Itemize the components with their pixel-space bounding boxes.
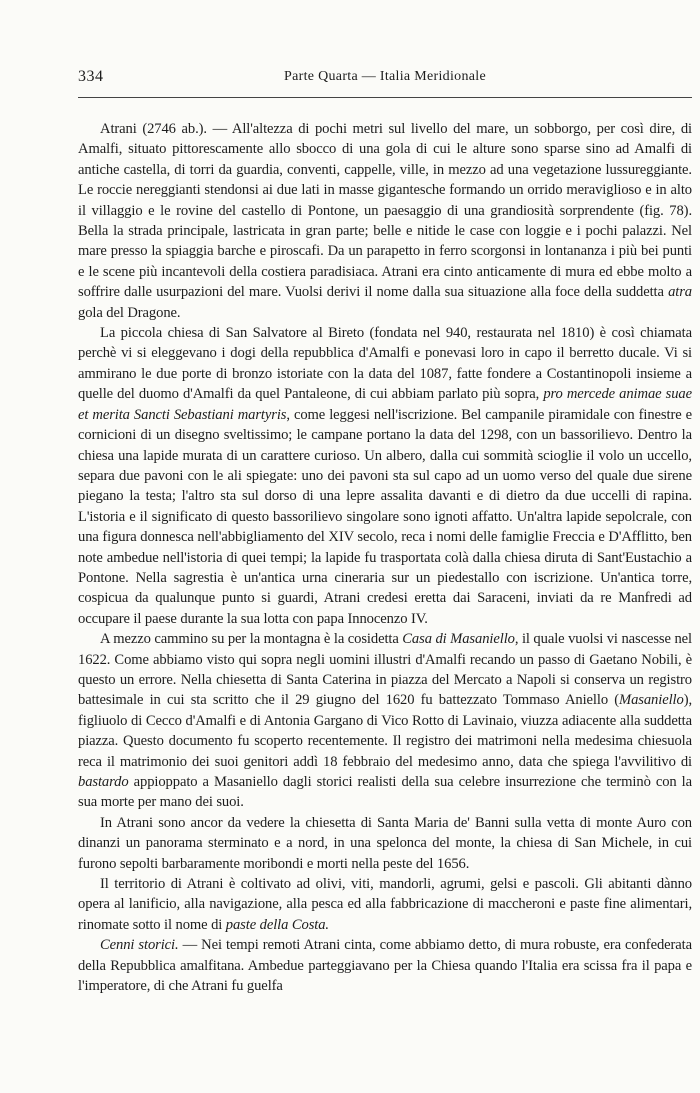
paragraph: [78, 813, 692, 874]
text-segment: In Atrani sono ancor da vedere la chiesetta di Santa Maria de' Banni sulla vetta di monte Auro con dinanzi un panorama sterminato e a nord, in una spelonca del monte, la chiesa di San Michele, in cui furono sepolti barbaramente moribondi e morti nella peste del 1656.: [78, 814, 692, 872]
italic-text: pro mercede animae suae et merita Sancti Sebastiani martyris: [78, 386, 692, 423]
italic-text: Casa di Masaniello: [402, 631, 515, 648]
running-head: Parte Quarta — Italia Meridionale: [284, 69, 486, 84]
paragraph: [78, 874, 692, 935]
text-segment: , come leggesi nell'iscrizione. Bel campanile piramidale con finestre e cornicioni di un disegno sveltissimo; le campane portano la data del 1298, con un bassorilievo. Dentro la chiesa una lapide murata di un carattere curioso. Un albero, dalla cui sommità scioglie il volo un uccello, separa due pavoni con le ali spiegate: uno dei pavoni sta sul capo ad un uomo verso del quale due sirene piegano la testa; l'altro sta sul dorso di una lepre assalita davanti e di dietro da due uccelli di rapina. L'istoria e il significato di questo bassorilievo singolare sono ignoti affatto. Un'altra lapide sepolcrale, con una figura donnesca nell'abbigliamento del XIV secolo, reca i nomi delle famiglie Freccia e D'Afflitto, ben note ambedue nell'istoria di quei tempi; la lapide fu trasportata colà dalla chiesa diruta di Sant'Eustachio a Pontone. Nella sagrestia è un'antica urna cineraria sur un piedestallo con iscrizione. Un'antica torre, cospicua da qualunque punto si guardi, Atrani credesi eretta dai Saraceni, inviati da re Manfredi ad occupare il paese durante la sua lotta con papa Innocenzo IV.: [78, 406, 693, 627]
italic-text: atra: [668, 284, 692, 301]
paragraph: [78, 119, 692, 323]
italic-text: Masaniello: [619, 692, 684, 709]
body-text: [78, 119, 692, 996]
text-segment: ), figliuolo di Cecco d'Amalfi e di Antonia Gargano di Vico Rotto di Lavinaio, viuzza adiacente alla suddetta piazza. Questo documento fu scoperto recentemente. Il registro dei matrimoni nella medesima chiesuola reca il matrimonio dei suoi genitori addì 18 febbraio del medesimo anno, data che spiega l'avvilitivo di: [78, 692, 692, 770]
text-segment: gola del Dragone.: [78, 304, 181, 321]
italic-text: paste della Costa.: [225, 916, 329, 933]
text-segment: appioppato a Masaniello dagli storici realisti della sua celebre insurrezione che terminò con la sua morte per mano dei suoi.: [78, 774, 692, 811]
italic-text: bastardo: [78, 774, 129, 790]
text-segment: A mezzo cammino su per la montagna è la cosidetta: [100, 631, 403, 648]
paragraph: [78, 935, 692, 996]
paragraph: [78, 629, 692, 813]
header-rule: [78, 97, 692, 98]
text-segment: Il territorio di Atrani è coltivato ad olivi, viti, mandorli, agrumi, gelsi e pascoli. Gli abitanti dànno opera al lanificio, alla navigazione, alla pesca ed alla fabbricazione di maccheroni e paste fine alimentari, rinomate sotto il nome di: [78, 876, 692, 933]
text-segment: Atrani (2746 ab.). — All'altezza di pochi metri sul livello del mare, un sobborgo, per così dire, di Amalfi, situato pittorescamente allo sbocco di una gola di cui le alture sono sparse sino ad Amalfi di antiche castella, di torri da guardia, conventi, cappelle, ville, in mezzo ad una vegetazione lussureggiante. Le roccie nereggianti stendonsi ai due lati in masse gigantesche formando un orrido meraviglioso e in alto il villaggio e le rovine del castello di Pontone, un paesaggio di una grandiosità sorprendente (fig. 78). Bella la strada principale, lastricata in gran parte; belle e nitide le case con loggie e i pochi palazzi. Nel mare presso la spiaggia barche e piroscafi. Da un parapetto in ferro scorgonsi in lontananza i più bei punti e le scene più incantevoli della costiera paradisiaca. Atrani era cinto anticamente di mura ed ebbe molto a soffrire dalle usurpazioni del mare. Vuolsi derivi il nome dalla sua situazione alla foce della suddetta: [78, 121, 692, 301]
paragraph: [78, 323, 692, 629]
text-segment: La piccola chiesa di San Salvatore al Bireto (fondata nel 940, restaurata nel 1810) è così chiamata perchè vi si eleggevano i dogi della repubblica d'Amalfi e ponevasi loro in capo il berretto ducale. Vi si ammirano le due porte di bronzo istoriate con la data del 1087, fatte fondere a Costantinopoli insieme a quelle del duomo d'Amalfi da quel Pantaleone, di cui abbiam parlato più sopra,: [78, 325, 692, 403]
text-segment: , il quale vuolsi vi nascesse nel 1622. Come abbiamo visto qui sopra negli uomini illustri d'Amalfi recando un passo di Gaetano Nobili, è questo un errore. Nella chiesetta di Santa Caterina in piazza del Mercato a Napoli si conserva un registro battesimale in cui sta scritto che il 29 giugno del 1620 fu battezzato Tommaso Aniello (: [78, 631, 692, 709]
text-segment: — Nei tempi remoti Atrani cinta, come abbiamo detto, di mura robuste, era confederata della Repubblica amalfitana. Ambedue parteggiavano per la Chiesa quando l'Italia era scissa fra il papa e l'imperatore, di che Atrani fu guelfa: [78, 937, 692, 995]
page-header: [78, 68, 692, 90]
italic-text: Cenni storici.: [100, 937, 179, 954]
page-number: 334: [78, 68, 104, 85]
